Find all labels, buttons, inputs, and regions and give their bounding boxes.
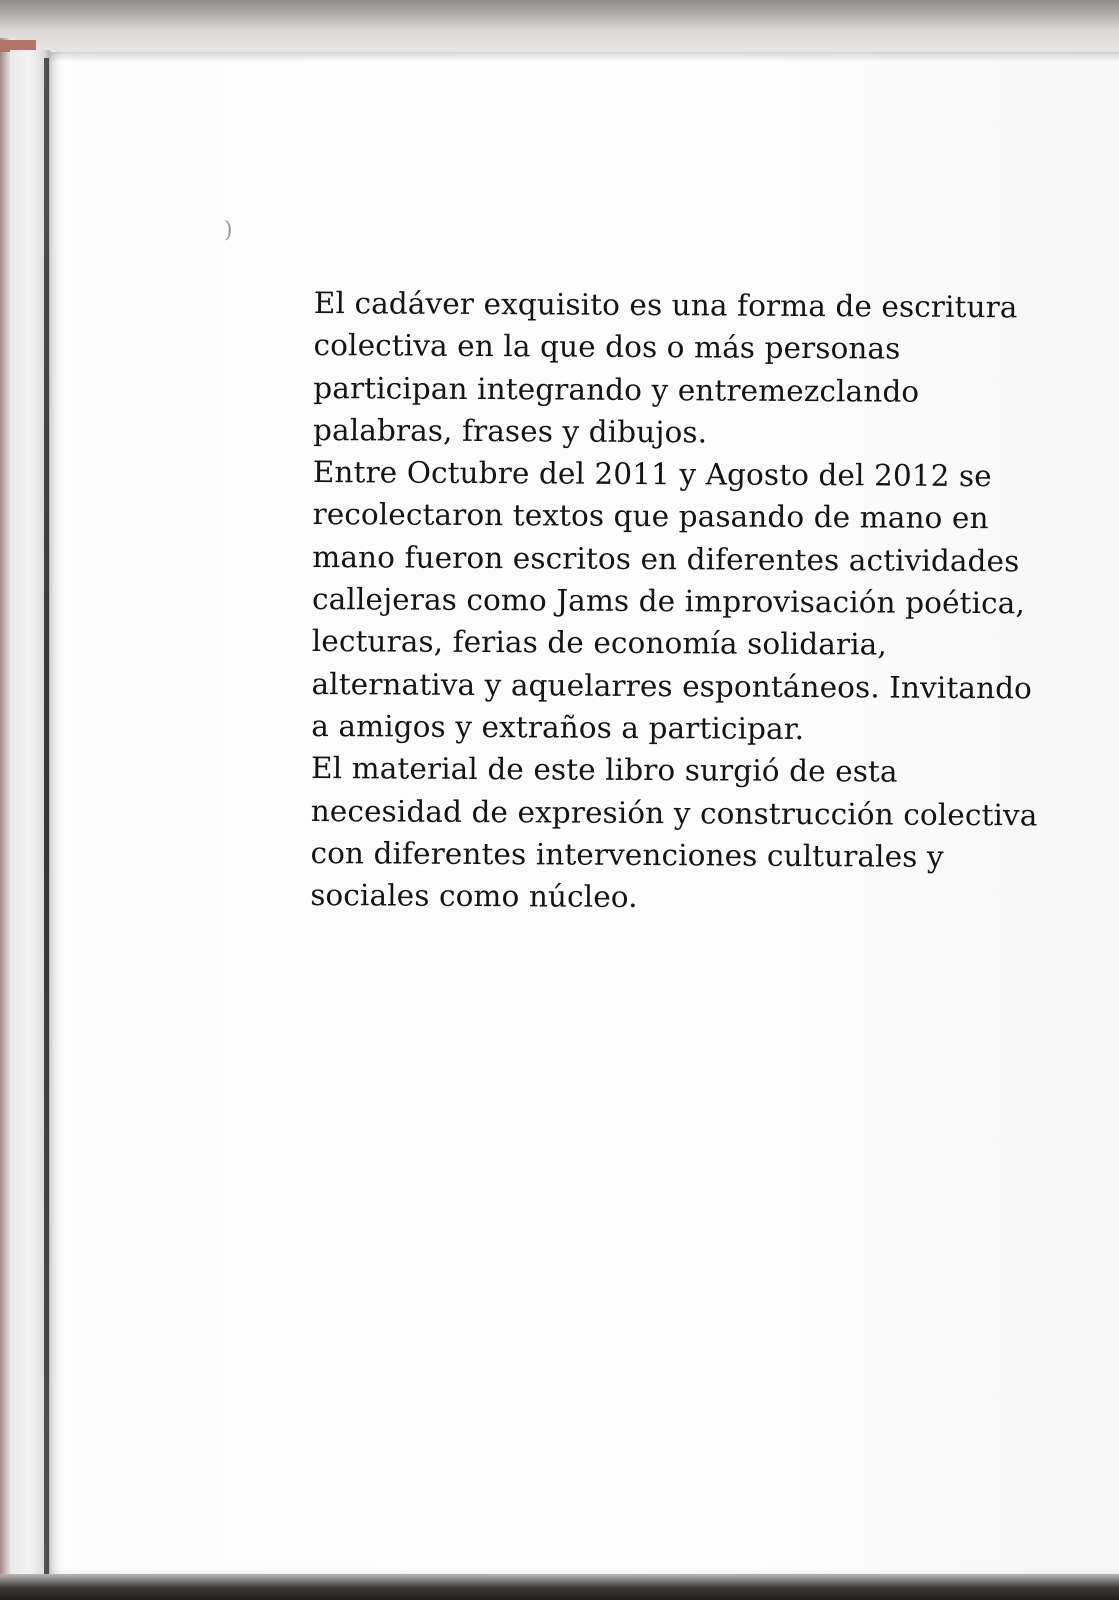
page-smudge-mark: )	[224, 218, 233, 243]
text-line: palabras, frases y dibujos.	[312, 412, 708, 450]
text-line: alternativa y aquelarres espontáneos. Invitando	[311, 666, 1033, 706]
text-line: con diferentes intervenciones culturales y	[310, 835, 944, 874]
text-line: a amigos y extraños a participar.	[311, 708, 805, 746]
text-line: El material de este libro surgió de esta	[310, 751, 898, 789]
text-line: recolectaron textos que pasando de mano en	[312, 497, 989, 536]
text-line: mano fueron escritos en diferentes actividades	[312, 539, 1020, 579]
text-line: Entre Octubre del 2011 y Agosto del 2012 se	[312, 455, 992, 494]
text-line: necesidad de expresión y construcción colectiva	[310, 793, 1038, 832]
scanner-bottom-edge	[0, 1574, 1119, 1600]
text-line: sociales como núcleo.	[310, 878, 638, 915]
text-line: lecturas, ferias de economía solidaria,	[311, 624, 888, 662]
text-line: callejeras como Jams de improvisación poética,	[311, 582, 1025, 621]
text-line: colectiva en la que dos o más personas	[313, 328, 901, 366]
book-spine-shadow	[44, 58, 49, 1576]
text-line: El cadáver exquisito es una forma de escritura	[313, 285, 1018, 325]
page-top-shadow	[50, 52, 1119, 62]
text-line: participan integrando y entremezclando	[313, 370, 920, 409]
body-text	[310, 282, 1054, 921]
